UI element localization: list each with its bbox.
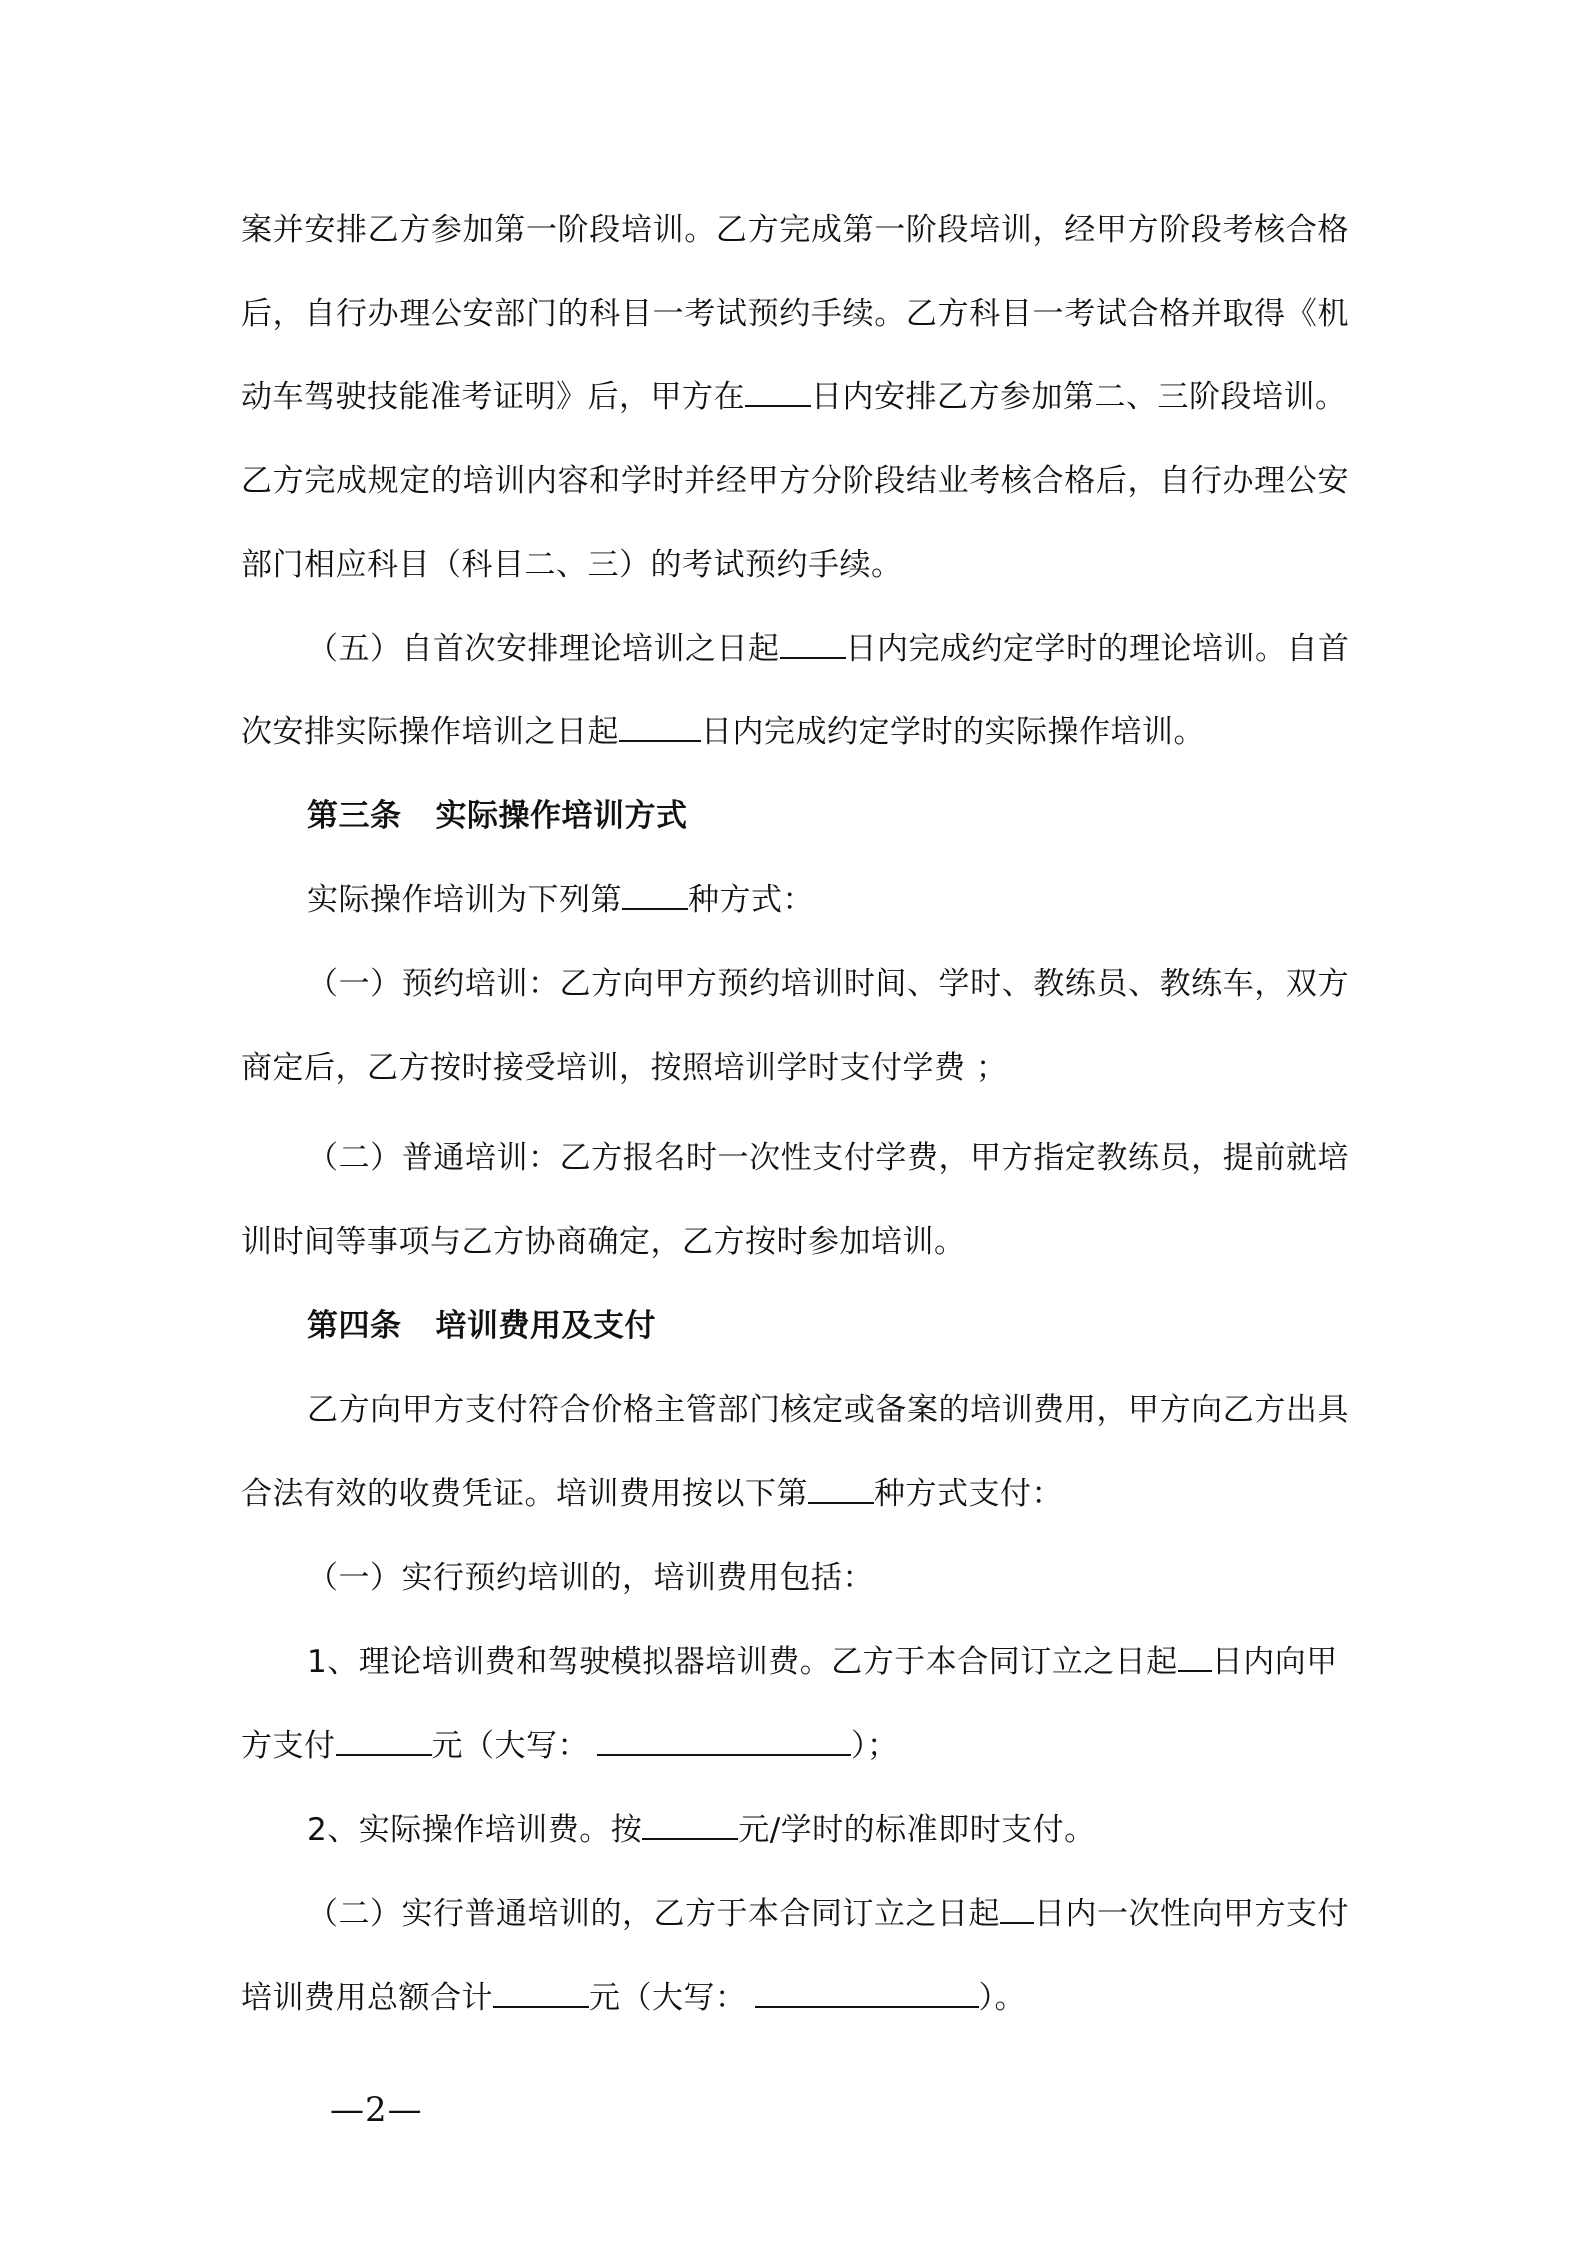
text: （一）实行预约培训的，培训费用包括： <box>307 1560 874 1596</box>
text: 日内安排乙方参加第二、三阶段培训。 <box>811 379 1347 415</box>
paragraph-line <box>307 1808 1096 1852</box>
text: 培训费用总额合计 <box>241 1980 493 2016</box>
fill-blank[interactable] <box>493 1976 589 2008</box>
text: 日内完成约定学时的理论培训。自首 <box>845 631 1350 667</box>
text: 部门相应科目（科目二、三）的考试预约手续。 <box>241 547 903 583</box>
article-title: 培训费用及支付 <box>435 1308 656 1344</box>
fill-blank[interactable] <box>336 1724 432 1756</box>
text: 次安排实际操作培训之日起 <box>241 714 619 750</box>
paragraph-line <box>241 208 1349 252</box>
text: 种方式支付： <box>874 1476 1063 1512</box>
paragraph-line <box>241 292 1349 336</box>
text: 商定后，乙方按时接受培训，按照培训学时支付学费 ； <box>241 1050 1008 1086</box>
text: 日内向甲 <box>1211 1644 1338 1680</box>
paragraph-line <box>241 1724 899 1768</box>
fill-blank[interactable] <box>597 1724 851 1756</box>
fill-blank[interactable] <box>780 627 846 659</box>
paragraph-line <box>241 1976 1026 2020</box>
paragraph-line <box>307 1388 1349 1432</box>
text: 1、理论培训费和驾驶模拟器培训费。乙方于本合同订立之日起 <box>307 1644 1178 1680</box>
text: 案并安排乙方参加第一阶段培训。乙方完成第一阶段培训，经甲方阶段考核合格 <box>241 212 1349 248</box>
paragraph-line <box>307 1136 1349 1180</box>
paragraph-line <box>241 459 1349 503</box>
paragraph-line <box>307 627 1350 671</box>
text: 乙方向甲方支付符合价格主管部门核定或备案的培训费用，甲方向乙方出具 <box>307 1392 1349 1428</box>
article-heading <box>307 794 688 838</box>
paragraph-line <box>307 878 814 922</box>
text: 后，自行办理公安部门的科目一考试预约手续。乙方科目一考试合格并取得《机 <box>241 296 1349 332</box>
article-number: 第三条 <box>307 798 402 834</box>
paragraph-line <box>241 375 1347 419</box>
text: 2、实际操作培训费。按 <box>307 1812 643 1848</box>
text: 元/学时的标准即时支付。 <box>738 1812 1096 1848</box>
fill-blank[interactable] <box>745 375 811 407</box>
text: ）。 <box>978 1980 1026 2016</box>
text: 实际操作培训为下列第 <box>307 882 622 918</box>
text: 种方式： <box>688 882 814 918</box>
fill-blank[interactable] <box>622 878 688 910</box>
text: 日内一次性向甲方支付 <box>1034 1896 1349 1932</box>
text: （二）普通培训：乙方报名时一次性支付学费，甲方指定教练员，提前就培 <box>307 1140 1349 1176</box>
text: 训时间等事项与乙方协商确定，乙方按时参加培训。 <box>241 1224 966 1260</box>
text: 元（大写： <box>431 1728 589 1764</box>
text: 动车驾驶技能准考证明》后，甲方在 <box>241 379 745 415</box>
paragraph-line <box>241 1220 966 1264</box>
text: 乙方完成规定的培训内容和学时并经甲方分阶段结业考核合格后，自行办理公安 <box>241 463 1349 499</box>
paragraph-line <box>241 543 903 587</box>
text: 方支付 <box>241 1728 336 1764</box>
paragraph-line <box>241 1472 1063 1516</box>
text: （五）自首次安排理论培训之日起 <box>307 631 780 667</box>
article-heading <box>307 1304 656 1348</box>
text: （一）预约培训：乙方向甲方预约培训时间、学时、教练员、教练车，双方 <box>307 966 1349 1002</box>
text: 日内完成约定学时的实际操作培训。 <box>701 714 1205 750</box>
fill-blank[interactable] <box>642 1808 738 1840</box>
text: 合法有效的收费凭证。培训费用按以下第 <box>241 1476 808 1512</box>
fill-blank[interactable] <box>1000 1892 1034 1924</box>
fill-blank[interactable] <box>808 1472 874 1504</box>
paragraph-line <box>307 962 1349 1006</box>
text: ）； <box>851 1728 899 1764</box>
paragraph-line <box>307 1556 874 1600</box>
article-title: 实际操作培训方式 <box>435 798 688 834</box>
paragraph-line <box>241 710 1205 754</box>
text: 元（大写： <box>589 1980 747 2016</box>
fill-blank[interactable] <box>755 1976 979 2008</box>
fill-blank[interactable] <box>1178 1640 1212 1672</box>
text: （二）实行普通培训的，乙方于本合同订立之日起 <box>307 1896 1000 1932</box>
page-number: —2— <box>330 2090 423 2130</box>
paragraph-line <box>241 1046 1007 1090</box>
paragraph-line <box>307 1892 1349 1936</box>
paragraph-line <box>307 1640 1338 1684</box>
article-number: 第四条 <box>307 1308 402 1344</box>
fill-blank[interactable] <box>619 710 701 742</box>
